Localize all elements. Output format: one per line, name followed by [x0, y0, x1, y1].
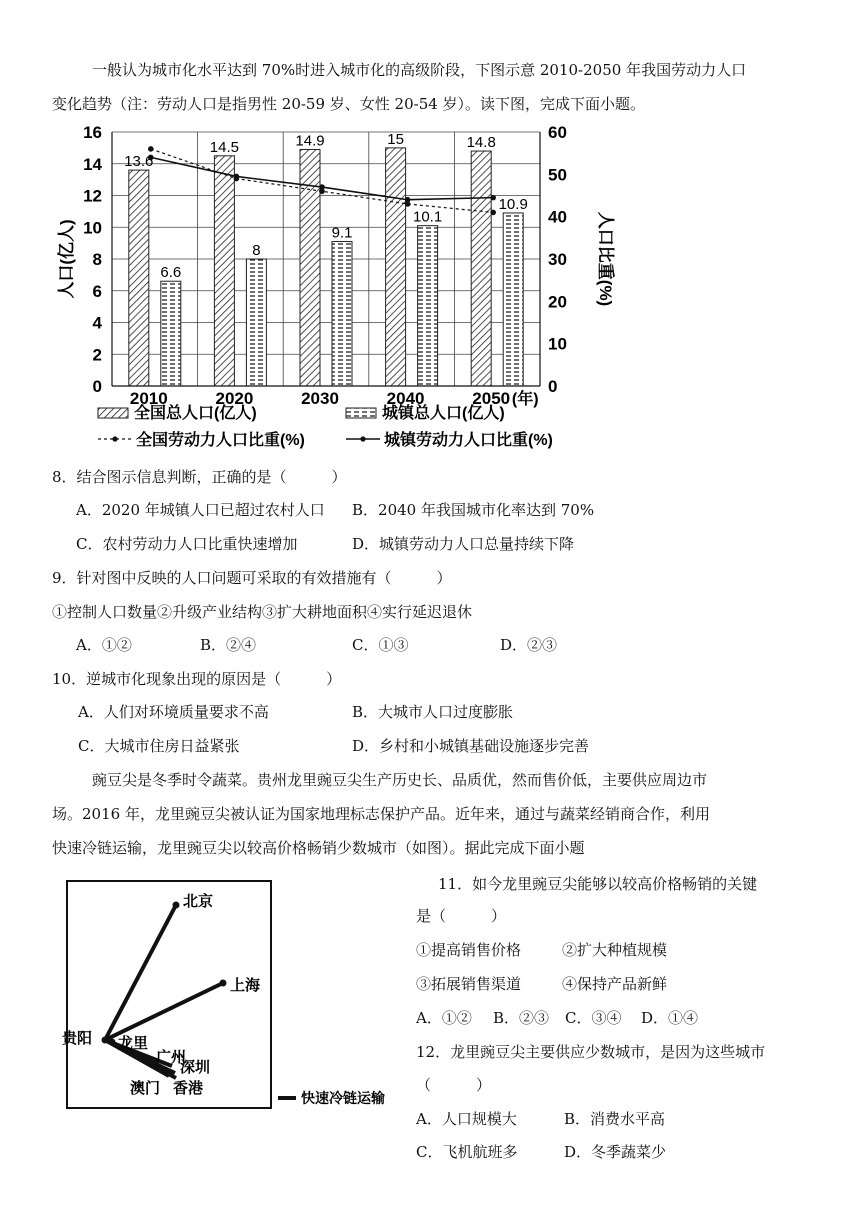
q12-stem-1: 12．龙里豌豆尖主要供应少数城市，是因为这些城市: [416, 1043, 766, 1061]
q11-item-4: ④保持产品新鲜: [562, 975, 668, 993]
bar-label-total-2030: 14.9: [295, 132, 325, 150]
q11-item-2: ②扩大种植规模: [562, 941, 668, 959]
x-tick-label: 2040: [386, 389, 425, 408]
bar-label-urban-2010: 6.6: [160, 264, 182, 282]
q9-stem: 9．针对图中反映的人口问题可采取的有效措施有（ ）: [52, 569, 452, 587]
legend-point-national: [112, 436, 117, 441]
y2-tick-label: 40: [548, 207, 567, 227]
x-tick-label: 2020: [215, 389, 254, 408]
city-dot-beijing: [173, 902, 180, 909]
city-label-beijing: 北京: [183, 892, 214, 910]
legend-label-urban-share: 城镇劳动力人口比重(%): [384, 432, 553, 449]
bar-total-2040: [386, 148, 406, 386]
q9-option-b[interactable]: B．②④: [200, 636, 257, 654]
city-dot-guiyang: [102, 1037, 109, 1044]
point-urban-2030: [319, 184, 325, 190]
y2-axis-title: 人口比重(%): [596, 211, 615, 307]
legend-label-urban: 城镇总人口(亿人): [382, 405, 505, 422]
city-label-shenzhen: 深圳: [180, 1058, 211, 1076]
city-label-hongkong: 香港: [173, 1079, 204, 1097]
passage2-line-3: 快速冷链运输，龙里豌豆尖以较高价格畅销少数城市（如图）。据此完成下面小题: [52, 839, 585, 857]
bar-urban-2050: [503, 213, 523, 386]
point-national-2010: [148, 146, 154, 152]
y-axis-title: 人口(亿人): [57, 219, 76, 299]
y-tick-label: 14: [83, 154, 102, 174]
bar-label-urban-2020: 8: [252, 242, 261, 259]
y-tick-label: 2: [92, 345, 102, 365]
q10-option-c[interactable]: C．大城市住房日益紧张: [78, 737, 240, 755]
legend-point-urban: [360, 436, 365, 441]
cold-chain-map: [60, 870, 410, 1120]
intro-line-1: 一般认为城市化水平达到 70%时进入城市化的高级阶段，下图示意 2010-2050 年我国劳动力人口: [92, 61, 747, 79]
y2-tick-label: 10: [548, 334, 567, 354]
q8-option-d[interactable]: D．城镇劳动力人口总量持续下降: [352, 535, 575, 553]
y2-tick-label: 0: [548, 377, 558, 396]
city-label-macau: 澳门: [130, 1079, 161, 1097]
bar-label-total-2050: 14.8: [466, 134, 496, 152]
intro-line-2: 变化趋势（注：劳动人口是指男性 20-59 岁、女性 20-54 岁）。读下图，完成下面小题。: [52, 95, 646, 113]
city-label-guangzhou: 广州: [156, 1048, 187, 1066]
x-unit-label: (年): [511, 391, 539, 408]
q10-option-b[interactable]: B．大城市人口过度膨胀: [352, 703, 514, 721]
q11-stem-2: 是（ ）: [416, 907, 507, 925]
city-dot-longli: [109, 1039, 116, 1046]
q8-option-c[interactable]: C．农村劳动力人口比重快速增加: [76, 535, 298, 553]
q9-option-d[interactable]: D．②③: [500, 636, 558, 654]
y2-tick-label: 50: [548, 165, 567, 185]
y-tick-label: 16: [83, 123, 102, 142]
q9-items: ①控制人口数量②升级产业结构③扩大耕地面积④实行延迟退休: [52, 603, 473, 621]
route-shanghai: [105, 983, 223, 1040]
bar-total-2010: [129, 170, 149, 386]
y2-tick-label: 30: [548, 250, 567, 269]
point-urban-2040: [405, 197, 411, 203]
bar-urban-2010: [161, 281, 181, 386]
q12-option-d[interactable]: D．冬季蔬菜少: [564, 1143, 667, 1161]
q12-option-a[interactable]: A．人口规模大: [416, 1110, 517, 1128]
q8-option-a[interactable]: A．2020 年城镇人口已超过农村人口: [76, 501, 325, 519]
bar-label-urban-2040: 10.1: [412, 208, 443, 226]
city-label-guiyang: 贵阳: [62, 1029, 93, 1047]
q10-stem: 10．逆城市化现象出现的原因是（ ）: [52, 670, 342, 688]
legend-swatch-urban: [346, 408, 376, 418]
chart-svg: [50, 118, 630, 463]
bar-label-total-2010: 13.6: [124, 153, 154, 171]
q10-option-a[interactable]: A．人们对环境质量要求不高: [78, 703, 269, 721]
q12-option-b[interactable]: B．消费水平高: [564, 1110, 666, 1128]
bar-urban-2030: [332, 242, 352, 386]
bar-label-total-2020: 14.5: [209, 138, 240, 156]
q10-option-d[interactable]: D．乡村和小城镇基础设施逐步完善: [352, 737, 590, 755]
bar-total-2050: [471, 151, 491, 386]
point-urban-2020: [234, 174, 240, 180]
point-national-2050: [490, 210, 496, 216]
q8-option-b[interactable]: B．2040 年我国城市化率达到 70%: [352, 501, 595, 519]
legend-label-national: 全国劳动力人口比重(%): [136, 432, 305, 449]
y-tick-label: 0: [92, 377, 102, 396]
y-tick-label: 8: [92, 250, 102, 269]
x-tick-label: 2030: [301, 389, 339, 408]
bar-urban-2020: [246, 259, 266, 386]
map-legend-label: 快速冷链运输: [301, 1091, 385, 1107]
q11-item-3: ③拓展销售渠道: [416, 975, 522, 993]
population-chart: [50, 118, 630, 463]
q11-stem-1: 11．如今龙里豌豆尖能够以较高价格畅销的关键: [438, 875, 758, 893]
city-label-longli: 龙里: [118, 1034, 149, 1052]
passage2-line-2: 场。2016 年，龙里豌豆尖被认证为国家地理标志保护产品。近年来，通过与蔬菜经销商合作，利用: [52, 805, 710, 823]
legend-label-total: 全国总人口(亿人): [134, 405, 257, 422]
x-tick-label: 2050: [472, 389, 511, 408]
route-beijing: [105, 905, 176, 1040]
x-tick-label: 2010: [129, 389, 168, 408]
line-national-labor-share: [151, 149, 493, 213]
bar-total-2020: [214, 156, 234, 386]
q8-stem: 8．结合图示信息判断，正确的是（ ）: [52, 468, 347, 486]
point-urban-2050: [490, 195, 496, 201]
q9-option-c[interactable]: C．①③: [352, 636, 409, 654]
bar-urban-2040: [418, 226, 438, 386]
y-tick-label: 6: [92, 281, 102, 301]
q11-option-d[interactable]: D．①④: [641, 1009, 699, 1027]
q11-item-1: ①提高销售价格: [416, 941, 522, 959]
q12-option-c[interactable]: C．飞机航班多: [416, 1143, 518, 1161]
legend-swatch-total: [98, 408, 128, 418]
y-tick-label: 4: [92, 313, 102, 333]
q11-option-a[interactable]: A．①②: [416, 1009, 472, 1027]
q12-stem-2: （ ）: [416, 1076, 492, 1094]
city-label-shanghai: 上海: [230, 976, 261, 994]
city-dot-shanghai: [220, 980, 227, 987]
y2-tick-label: 20: [548, 292, 567, 312]
bar-label-urban-2030: 9.1: [331, 224, 353, 242]
y2-tick-label: 60: [548, 123, 567, 142]
bar-label-total-2040: 15: [387, 130, 404, 148]
q11-option-b[interactable]: B．②③: [493, 1009, 550, 1027]
passage2-line-1: 豌豆尖是冬季时令蔬菜。贵州龙里豌豆尖生产历史长、品质优，然而售价低，主要供应周边市: [92, 771, 708, 789]
bar-label-urban-2050: 10.9: [498, 195, 528, 213]
y-tick-label: 12: [83, 186, 102, 206]
q9-option-a[interactable]: A．①②: [76, 636, 132, 654]
y-tick-label: 10: [83, 218, 102, 238]
q11-option-c[interactable]: C．③④: [565, 1009, 622, 1027]
